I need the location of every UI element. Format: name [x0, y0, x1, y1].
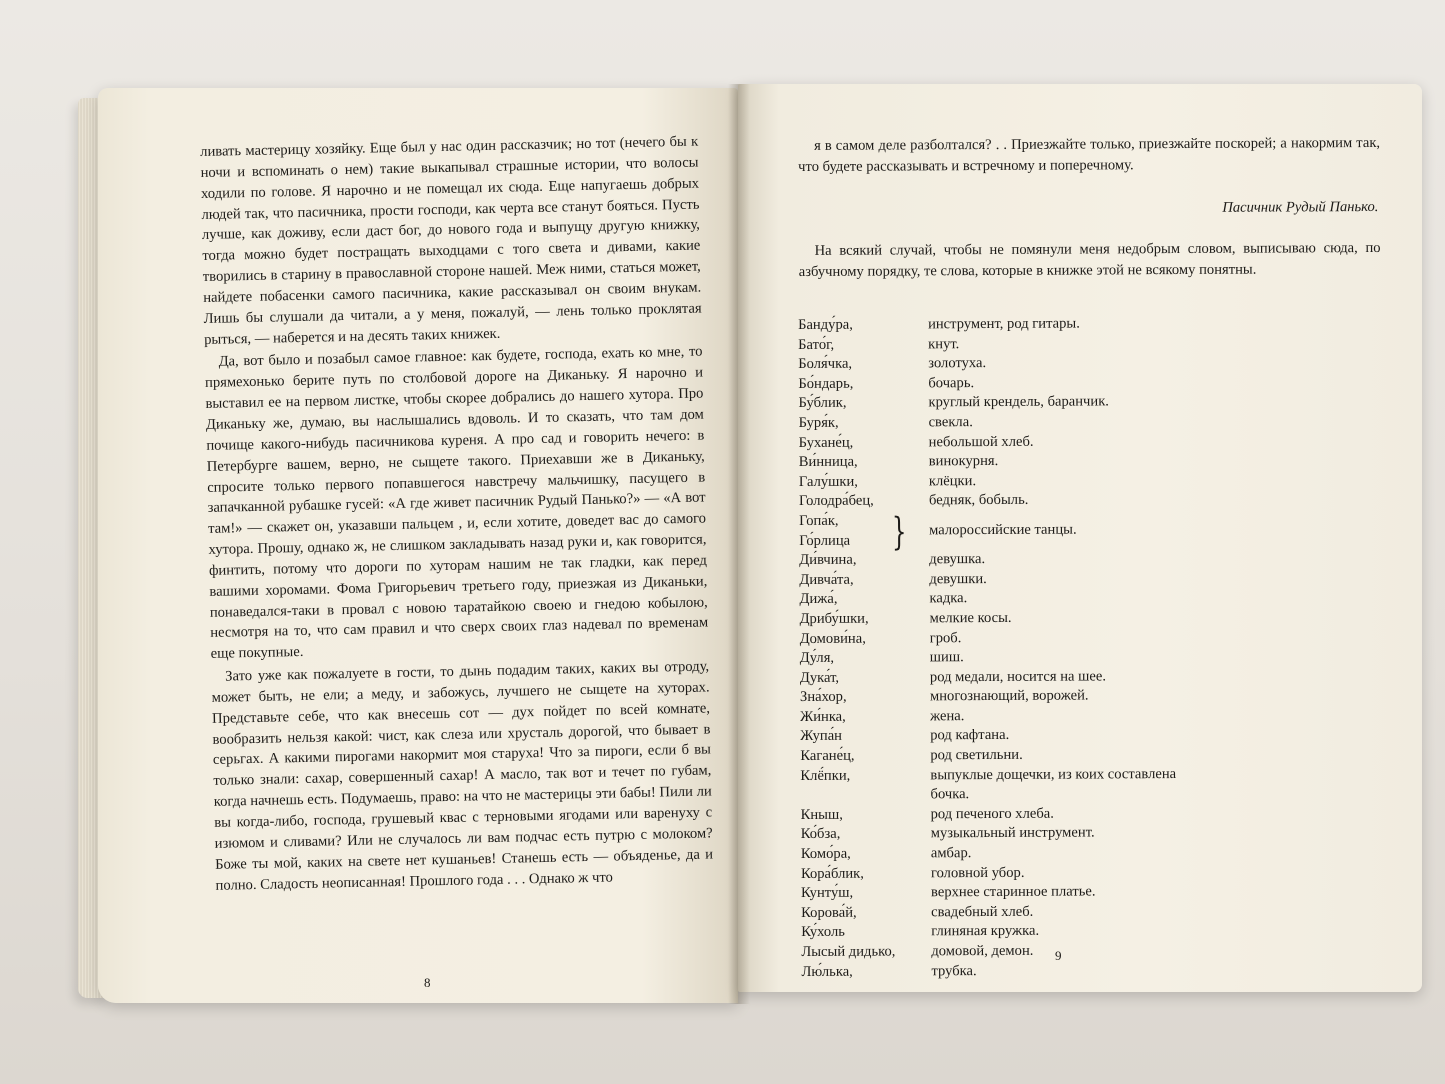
glossary-term: Ду́ля,	[799, 649, 835, 667]
glossary-definition: головной убор.	[930, 864, 1025, 881]
glossary-entry	[801, 863, 1201, 885]
glossary-definition: небольшой хлеб.	[928, 433, 1034, 450]
glossary-entry	[798, 353, 1198, 375]
glossary-term: Зна́хор,	[799, 689, 847, 706]
glossary-term: Жупа́н	[800, 728, 843, 745]
glossary-definition: свадебный хлеб.	[931, 903, 1034, 921]
glossary-entry	[801, 843, 1201, 865]
glossary-entry	[799, 412, 1199, 434]
glossary-definition: мелкие косы.	[929, 609, 1012, 627]
glossary-definition: домовой, демон.	[931, 942, 1034, 960]
glossary-entry	[801, 941, 1201, 963]
glossary-definition: малороссийские танцы.	[929, 521, 1077, 539]
glossary-term: Жи́нка,	[800, 708, 846, 725]
glossary-definition: инструмент, род гитары.	[928, 315, 1080, 333]
glossary-entry	[799, 451, 1199, 473]
glossary-term: Ди́вчина,	[799, 551, 857, 569]
glossary-term: Лю́лька,	[801, 963, 853, 980]
glossary-definition: род светильни.	[930, 746, 1023, 764]
glossary-definition: девушка.	[929, 551, 986, 568]
glossary-definition: бедняк, бобыль.	[928, 492, 1029, 509]
glossary-definition: амбар.	[930, 845, 972, 862]
glossary-term: Ко́бза,	[800, 826, 841, 843]
glossary-definition: девушки.	[929, 570, 987, 588]
glossary-term: Домови́на,	[799, 630, 866, 647]
signature: Пасичник Рудый Панько.	[1222, 198, 1379, 216]
glossary-term: Кунту́ш,	[800, 884, 854, 902]
glossary-definition: золотуха.	[928, 355, 987, 372]
glossary-entry	[800, 627, 1200, 649]
left-page-text	[200, 132, 714, 897]
glossary-term: Банду́ра,	[798, 316, 853, 333]
glossary-entry	[801, 804, 1201, 826]
glossary-term: Дука́т,	[799, 669, 840, 686]
glossary-definition: клёцки.	[928, 472, 977, 490]
glossary-term: Буря́к,	[798, 414, 839, 431]
glossary-term: Клё́пки,	[800, 767, 851, 784]
glossary-entry	[799, 588, 1199, 610]
glossary-entry	[800, 686, 1200, 708]
glossary-entry	[799, 569, 1199, 591]
glossary-term: Дижа́,	[799, 591, 838, 608]
glossary-definition: бочарь.	[928, 374, 975, 392]
glossary-term: Ви́нница,	[798, 453, 858, 471]
glossary-term: Голодра́бец,	[798, 492, 874, 510]
glossary-definition: многознающий, ворожей.	[929, 687, 1089, 705]
glossary-entry	[801, 902, 1201, 924]
glossary-term: Бу́блик,	[798, 395, 847, 412]
glossary-term: Галу́шки,	[798, 473, 858, 490]
glossary-definition: кадка.	[929, 590, 968, 607]
glossary-note: На всякий случай, чтобы не помянули меня недобрым словом, выписываю сюда, по азбучному порядку, те слова, которые в книжке этой не всякому понятны.	[798, 239, 1381, 280]
glossary-term: Го́рлица	[799, 532, 851, 549]
glossary-entry	[799, 549, 1199, 571]
glossary-term: Бо́ндарь,	[798, 375, 854, 392]
glossary-entry	[798, 333, 1198, 355]
glossary-term: Ку́холь	[801, 924, 845, 941]
glossary-definition: кнут.	[928, 335, 960, 352]
glossary-definition: свекла.	[928, 414, 973, 431]
glossary-definition: шиш.	[929, 649, 964, 666]
glossary-entry	[799, 471, 1199, 493]
glossary-term: Бато́г,	[798, 336, 835, 353]
book-gutter	[728, 84, 750, 1004]
intro-paragraph: я в самом деле разболтался? . . Приезжайте только, приезжайте поскорей; а накормим так, что будете рассказывать и встречному и поперечному.	[798, 134, 1381, 175]
paragraph: Да, вот было и позабыл самое главное: как будете, господа, ехать ко мне, то прямехонько берите путь по столбовой дороге на Диканьку. Я нарочно и выставил ее на первом листке, чтобы скорее добрались до нашего хутора. Про Диканьку же, думаю, вы наслышались вдоволь. И то сказать, что там дом почище какого-нибудь пасичникова куреня. А про сад и говорить нечего: в Петербурге вашем, верно, не сыщете такого. Приехавши же в Диканьку, спросите только первого попавшегося навстречу мальчишку, пасущего в запачканной рубашке гусей: «А где живет пасичник Рудый Панько?» — «А вот там!» — скажет он, указавши пальцем , и, если хотите, доведет вас до самого хутора. Прошу, однако ж, не слишком закладывать назад руки и, как говорится, финтить, потому что дороги по хуторам нашим не так гладки, как перед вашими хоромами. Фома Григорьевич третьего году, приезжая из Диканьки, понаведался-таки в провал с новою таратайкою своею и гнедою кобылою, несмотря на то, что сам правил и что сверх своих глаз надевал по временам еще покупные.	[204, 343, 709, 663]
glossary-entry	[798, 392, 1198, 414]
paragraph: Зато уже как пожалуете в гости, то дынь подадим таких, каких вы отроду, может быть, не ели; а меду, и забожусь, лучшего не сыщете на хуторах. Представьте себе, что как внесешь сот — дух пойдет по всей комнате, вообразить нельзя какой: чист, как слеза или хрусталь дорогой, что бывает в серьгах. А какими пирогами накормит моя старуха! Что за пироги, если б вы только знали: сахар, совершенный сахар! А масло, так вот и течет по губам, когда начнешь есть. Подумаешь, право: на что не мастерицы эти бабы! Пили ли вы когда-либо, господа, грушевый квас с терновыми ягодами или варенуху с изюмом и сливами? Или не случалось ли вам подчас есть путрю с молоком? Боже ты мой, каких на свете нет кушаньев! Станешь есть — объяденье, да и полно. Сладость неописанная! Прошлого года . . . Однако ж что	[211, 658, 714, 894]
glossary-term: Гопа́к,	[799, 512, 839, 529]
glossary-entry	[801, 882, 1201, 904]
right-page-text	[798, 133, 1381, 283]
glossary-definition: выпуклые дощечки, из коих составлена бочка.	[930, 765, 1177, 803]
glossary	[798, 314, 1201, 982]
glossary-definition: род медали, носится на шее.	[929, 668, 1107, 686]
glossary-term: Кора́блик,	[800, 865, 864, 882]
glossary-entry	[800, 706, 1200, 728]
page-number-left: 8	[424, 975, 431, 990]
glossary-entry	[800, 647, 1200, 669]
glossary-entry	[800, 765, 1200, 806]
glossary-term: Боля́чка,	[798, 355, 853, 373]
glossary-definition: род печеного хлеба.	[930, 805, 1054, 823]
glossary-definition: род кафтана.	[930, 727, 1010, 744]
glossary-term: Корова́й,	[801, 904, 857, 921]
glossary-entry	[800, 725, 1200, 747]
glossary-entry	[799, 431, 1199, 453]
glossary-definition: верхнее старинное платье.	[930, 883, 1096, 901]
glossary-term: Бухане́ц,	[798, 434, 854, 451]
glossary-definition: трубка.	[931, 962, 977, 979]
curly-brace-icon: }	[891, 509, 907, 554]
glossary-definition: музыкальный инструмент.	[930, 824, 1095, 842]
glossary-definition: гроб.	[929, 629, 962, 646]
glossary-definition: жена.	[930, 708, 965, 725]
glossary-term: Дивча́та,	[799, 571, 854, 588]
glossary-group-entry	[799, 509, 1199, 554]
glossary-entry	[799, 490, 1199, 512]
glossary-term: Дрибу́шки,	[799, 610, 869, 627]
glossary-term: Лысый дидько,	[801, 943, 896, 960]
glossary-term: Комо́ра,	[800, 845, 851, 863]
glossary-entry	[801, 823, 1201, 845]
glossary-entry	[800, 667, 1200, 689]
glossary-entry	[801, 921, 1201, 943]
glossary-entry	[798, 314, 1198, 336]
glossary-definition: глиняная кружка.	[931, 923, 1040, 940]
glossary-definition: винокурня.	[928, 453, 999, 470]
glossary-entry	[800, 745, 1200, 767]
glossary-entry	[798, 373, 1198, 395]
glossary-entry	[800, 608, 1200, 630]
glossary-term: Кныш,	[800, 806, 843, 823]
glossary-term: Кагане́ц,	[800, 747, 855, 765]
glossary-definition: круглый крендель, баранчик.	[928, 393, 1109, 411]
paragraph: ливать мастерицу хозяйку. Еще был у нас один рассказчик; но тот (нечего бы к ночи и вспоминать о нем) такие выкапывал страшные истории, что волосы ходили по голове. Я нарочно и не помещал их сюда. Еще напугаешь добрых людей так, что пасичника, прости господи, как черта все станут бояться. Пусть лучше, как доживу, если даст бог, до нового года и выпущу другую книжку, тогда можно будет постращать выходцами с того света и дивами, какие творились в старину в православной стороне нашей. Меж ними, статься может, найдете побасенки самого пасичника, какие рассказывал он своим внукам. Лишь бы слушали да читали, а у меня, пожалуй, — лень только проклятая рыться, — наберется и на десять таких книжек.	[200, 133, 702, 348]
page-number-right: 9	[1055, 948, 1062, 963]
glossary-entry	[801, 960, 1201, 982]
